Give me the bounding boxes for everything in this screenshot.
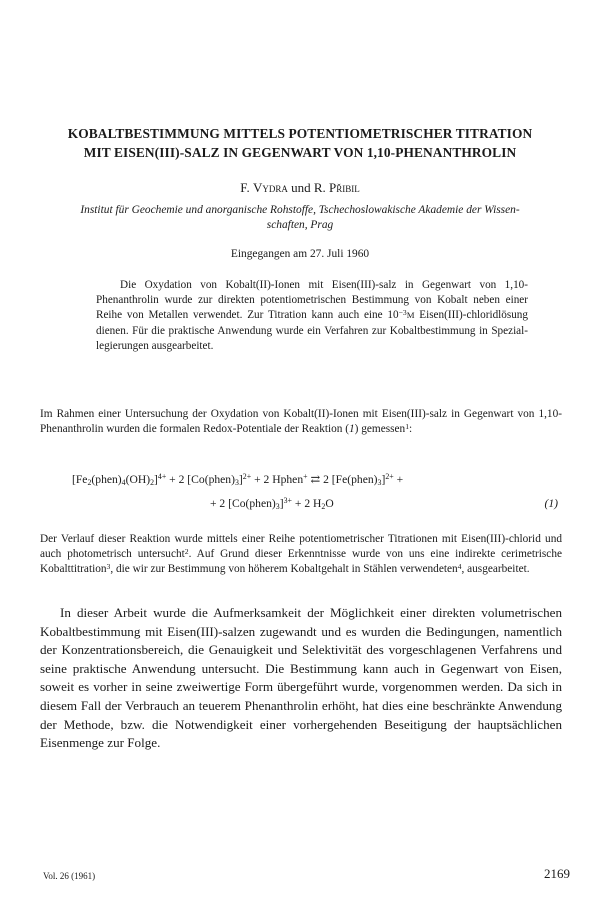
eq-term: O bbox=[325, 497, 334, 510]
eq-sub: 4 bbox=[121, 478, 126, 488]
para2-text-b: . Auf Grund dieser Erkenntnisse wurde von uns eine indirekte cerimetrische Kobalttitration bbox=[40, 548, 562, 576]
intro-text-a: Im Rahmen einer Untersuchung der Oxydation von Kobalt(II)-Ionen mit Eisen(III)-salz in Gegenwart von 1,10-Phenanthrolin wurden die formalen Redox-Potentiale der Reaktion ( bbox=[40, 408, 562, 436]
eq-sub: 3 bbox=[234, 478, 239, 488]
eq-sub: 3 bbox=[275, 502, 280, 512]
eq-term: (OH) bbox=[125, 473, 151, 486]
eq-sup: 4+ bbox=[157, 472, 167, 482]
citation-2: 2 bbox=[184, 546, 189, 556]
eq-term: + 2 [Co(phen) bbox=[210, 497, 276, 510]
author-2-surname: Přibil bbox=[329, 180, 360, 195]
volume-info: Vol. 26 (1961) bbox=[43, 871, 96, 881]
citation-4: 4 bbox=[457, 561, 462, 571]
eq-term: ] bbox=[154, 473, 158, 486]
eq-term: + bbox=[393, 473, 404, 486]
eq-term: ] bbox=[381, 473, 386, 486]
authors bbox=[30, 180, 570, 196]
author-2-initial: R. bbox=[313, 180, 330, 195]
equation-line-1 bbox=[72, 472, 403, 488]
affiliation-line-2: schaften, Prag bbox=[266, 219, 334, 231]
page-number: 2169 bbox=[544, 866, 570, 881]
eq-sup: + bbox=[303, 472, 308, 482]
intro-paragraph bbox=[40, 407, 562, 437]
eq-sup: 2+ bbox=[242, 472, 252, 482]
eq-sub: 2 bbox=[150, 478, 155, 488]
eq-term: + 2 Hphen bbox=[251, 473, 304, 486]
author-1-surname: Vydra bbox=[252, 180, 288, 195]
eq-sub: 2 bbox=[87, 478, 92, 488]
citation-3: 3 bbox=[106, 561, 111, 571]
para2-text-c: , die wir zur Bestimmung von höherem Kobaltgehalt in Stählen verwendeten bbox=[110, 563, 458, 576]
equilibrium-arrow: ⇄ bbox=[307, 473, 324, 486]
para2-text-d: , ausgearbeitet. bbox=[461, 563, 530, 576]
paragraph-2 bbox=[40, 532, 562, 578]
eq-term: + 2 H bbox=[291, 497, 322, 510]
abstract-text-b: Eisen(III)-chloridlösung dienen. Für die praktische Anwendung wurde ein Verfahren zur Kobaltbestimmung in Speziallegierungen ausgearbeitet. bbox=[96, 309, 528, 352]
equation-line-2 bbox=[210, 496, 334, 512]
eq-term: [Fe bbox=[72, 473, 88, 486]
intro-text-c: : bbox=[409, 423, 413, 436]
author-1-initial: F. bbox=[240, 180, 253, 195]
eq-sub: 2 bbox=[321, 502, 326, 512]
intro-text-b: ) gemessen bbox=[354, 423, 406, 436]
affiliation bbox=[40, 203, 560, 233]
eq-sup: 2+ bbox=[385, 472, 394, 482]
equation-number: (1) bbox=[544, 497, 558, 510]
abstract-unit: M bbox=[406, 310, 415, 321]
para2-text-a: Der Verlauf dieser Reaktion wurde mittels einer Reihe potentiometrischer Titrationen mit Eisen(III)-chlorid und auch photometrisch untersucht bbox=[40, 533, 562, 561]
reaction-ref: 1 bbox=[349, 423, 355, 436]
author-connector: und bbox=[287, 180, 314, 195]
eq-term: ] bbox=[279, 497, 284, 510]
eq-term: + 2 [Co(phen) bbox=[166, 473, 235, 486]
paragraph-3 bbox=[40, 604, 562, 753]
title-line-2: MIT EISEN(III)-SALZ IN GEGENWART VON 1,10-PHENANTHROLIN bbox=[83, 145, 517, 160]
abstract bbox=[96, 278, 528, 354]
abstract-exponent: −3 bbox=[398, 307, 407, 317]
eq-term: ] bbox=[238, 473, 243, 486]
affiliation-line-1: Institut für Geochemie und anorganische Rohstoffe, Tschechoslowakische Akademie der Wissen- bbox=[80, 204, 520, 216]
title-line-1: KOBALTBESTIMMUNG MITTELS POTENTIOMETRISCHER TITRATION bbox=[67, 126, 533, 141]
article-title bbox=[30, 124, 570, 162]
eq-sup: 3+ bbox=[283, 496, 292, 506]
eq-term: 2 [Fe(phen) bbox=[323, 473, 378, 486]
citation-1: 1 bbox=[405, 421, 410, 431]
paragraph-3-text: In dieser Arbeit wurde die Aufmerksamkeit der Möglichkeit einer direkten volumetrischen Kobaltbestimmung mit Eisen(III)-salzen zugewandt und es wurden die Bedingungen, namentlich der Konzentrationsbereich, die Genauigkeit und Selektivität des vorgeschlagenen Verfahrens und seine praktische Anwendung untersucht. Die Bestimmung kann auch in Gegenwart von Eisen, soweit es vorher in seine zweiwertige Form übergeführt wurde, vorgenommen werden. Da sich in diesem Fall der Verbrauch an teuerem Phenanthrolin erhöht, hat dies eine beschränkte Anwendung der Methode, bzw. die Notwendigkeit einer vorhergehenden Beseitigung der hauptsächlichen Eisenmenge zur Folge. bbox=[40, 605, 562, 751]
eq-sub: 3 bbox=[377, 478, 382, 488]
eq-term: (phen) bbox=[91, 473, 122, 486]
abstract-text-a: Die Oxydation von Kobalt(II)-Ionen mit Eisen(III)-salz in Gegenwart von 1,10-Phenanthrolin wurde zur direkten potentiometrischen Bestimmung von Kobalt neben einer Reihe von Metallen verwendet. Zur Titration kann auch eine 10 bbox=[96, 279, 528, 322]
received-date: Eingegangen am 27. Juli 1960 bbox=[230, 248, 370, 260]
